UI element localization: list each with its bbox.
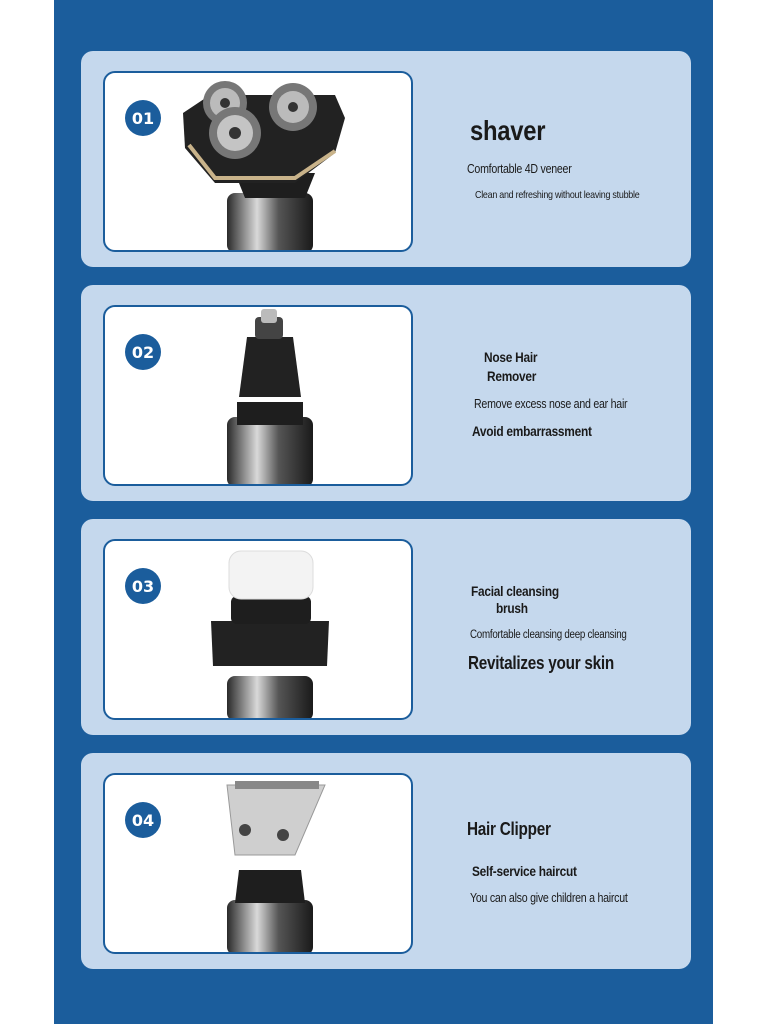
feature-title-line-1: Nose Hair bbox=[484, 349, 538, 365]
feature-subtitle: Comfortable 4D veneer bbox=[467, 162, 572, 176]
rotary-shaver-head-image bbox=[175, 73, 375, 250]
nose-hair-trimmer-head-image bbox=[175, 307, 375, 484]
feature-subtitle: Revitalizes your skin bbox=[468, 653, 615, 673]
feature-card-shaver bbox=[81, 51, 691, 267]
feature-photo-frame bbox=[103, 71, 413, 252]
feature-photo-frame bbox=[103, 773, 413, 954]
feature-number-badge: 03 bbox=[125, 568, 161, 604]
feature-title: Hair Clipper bbox=[467, 819, 551, 839]
hair-clipper-head-image bbox=[175, 775, 375, 952]
feature-description: Clean and refreshing without leaving stubble bbox=[475, 189, 640, 201]
feature-description: You can also give children a haircut bbox=[470, 891, 628, 905]
feature-title: shaver bbox=[470, 115, 546, 146]
feature-subtitle: Self-service haircut bbox=[472, 863, 577, 879]
feature-title-line-2: brush bbox=[496, 600, 528, 616]
feature-description: Remove excess nose and ear hair bbox=[474, 397, 628, 411]
feature-number-badge: 01 bbox=[125, 100, 161, 136]
feature-card-nose-hair-remover bbox=[81, 285, 691, 501]
feature-title-line-2: Remover bbox=[487, 368, 537, 384]
facial-cleansing-brush-image bbox=[175, 541, 375, 718]
feature-number-badge: 02 bbox=[125, 334, 161, 370]
feature-card-facial-cleansing-brush bbox=[81, 519, 691, 735]
feature-number-badge: 04 bbox=[125, 802, 161, 838]
feature-photo-frame bbox=[103, 539, 413, 720]
feature-title-line-1: Facial cleansing bbox=[471, 583, 559, 599]
feature-description: Comfortable cleansing deep cleansing bbox=[470, 629, 627, 641]
feature-photo-frame bbox=[103, 305, 413, 486]
feature-card-hair-clipper bbox=[81, 753, 691, 969]
feature-subtitle: Avoid embarrassment bbox=[472, 423, 592, 439]
